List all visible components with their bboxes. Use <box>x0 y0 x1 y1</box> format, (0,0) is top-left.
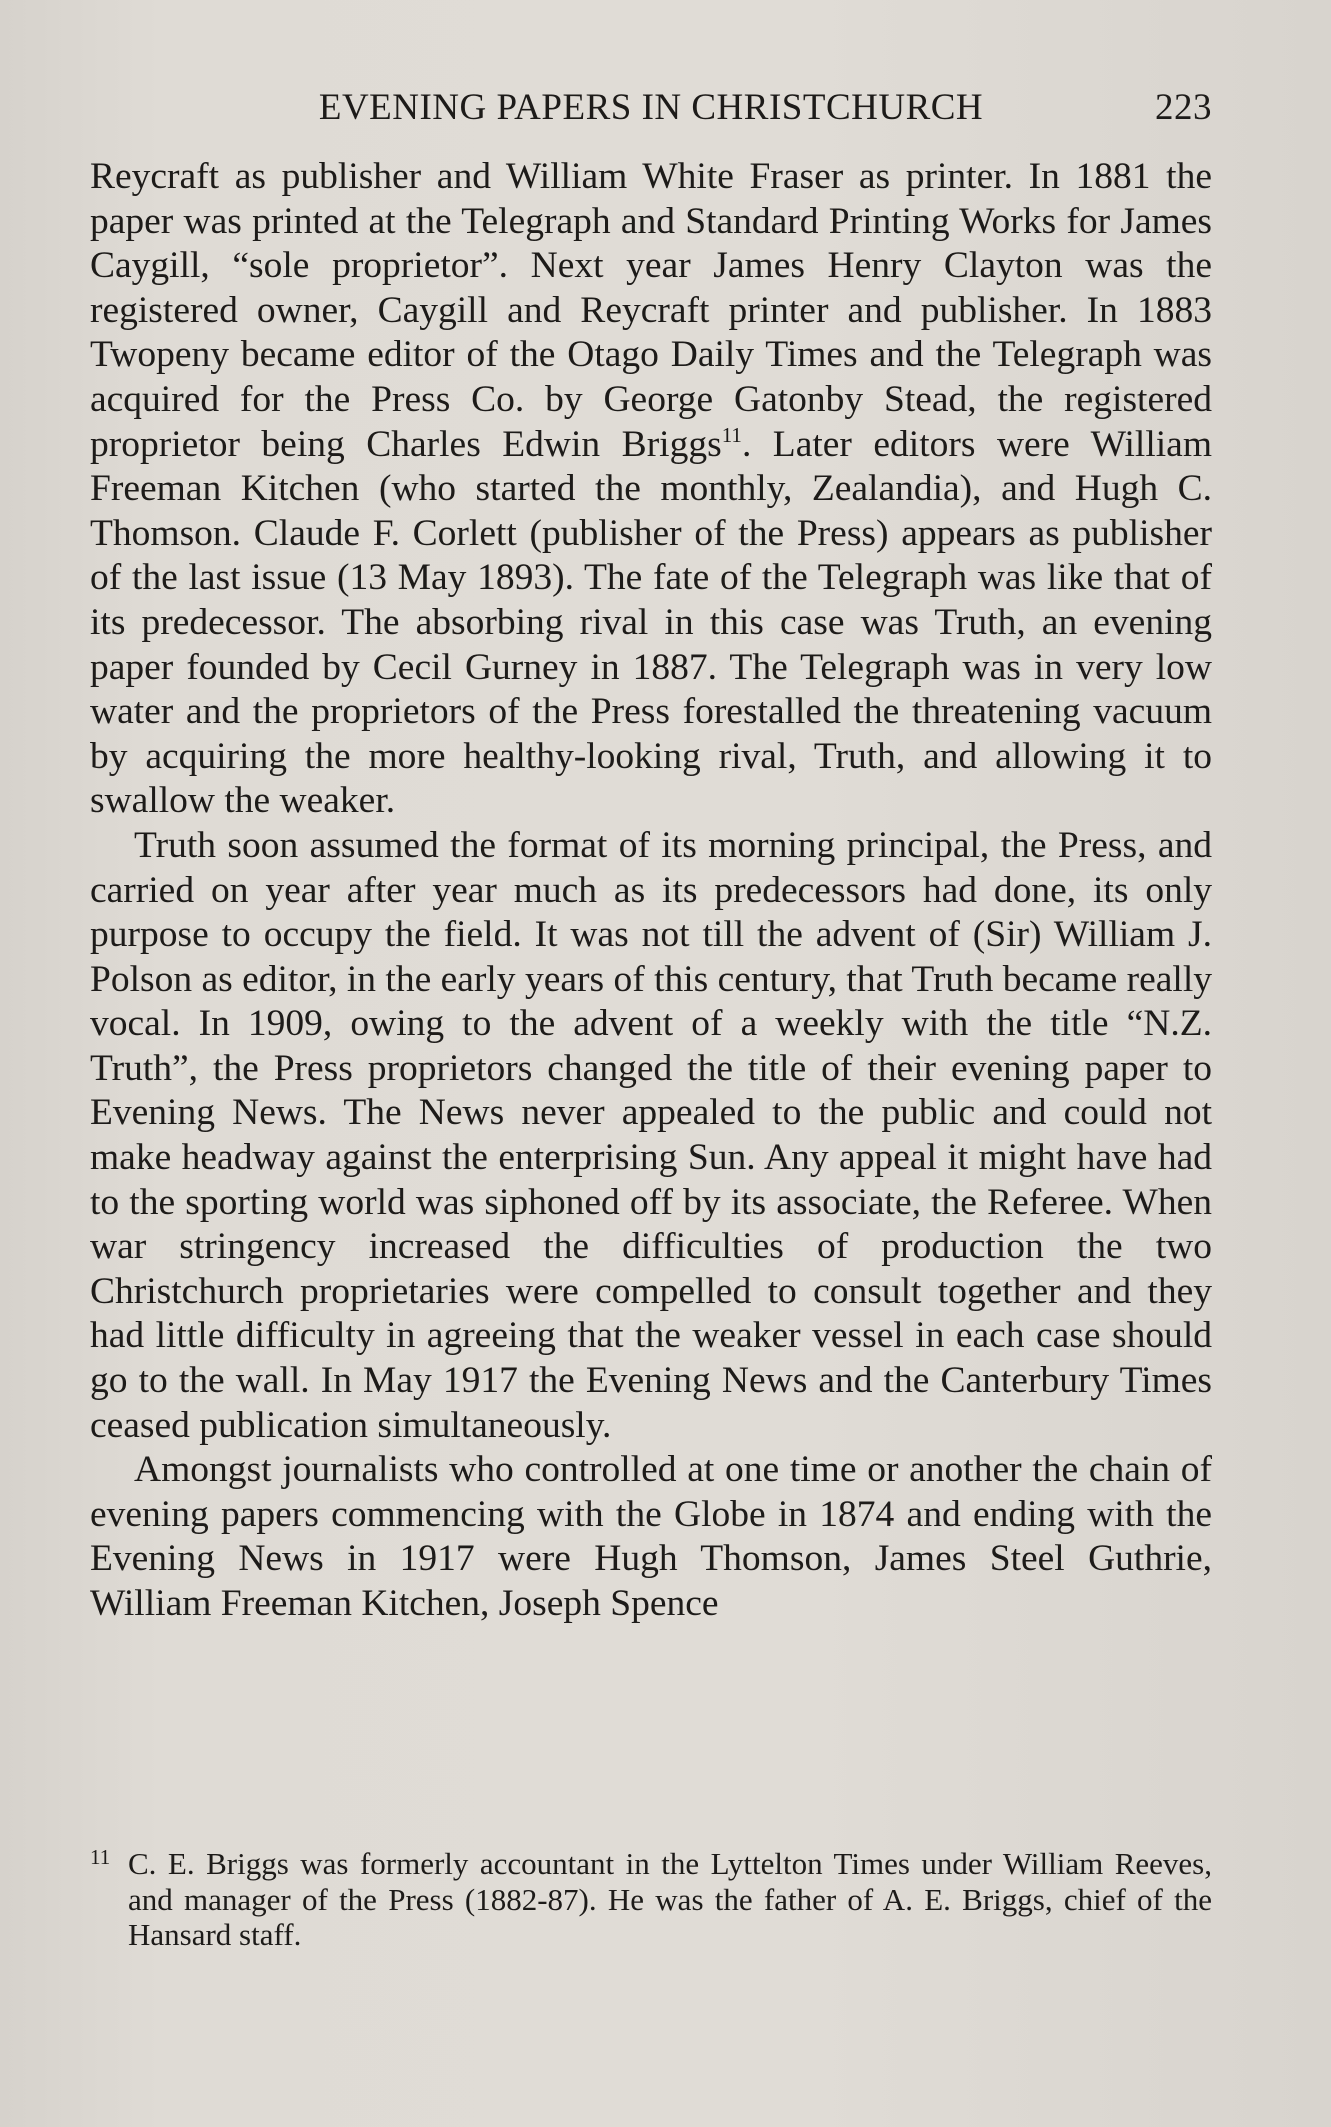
paragraph-1-text-b: . Later editors were William Freeman Kitchen (who started the monthly, Zealandia), and Hugh C. Thomson. Claude F. Corlett (publisher of the Press) appears as publisher of the last issue (13 May 1893). The fate of the Telegraph was like that of its predecessor. The absorbing rival in this case was Truth, an evening paper founded by Cecil Gurney in 1887. The Telegraph was in very low water and the proprietors of the Press forestalled the threatening vacuum by acquiring the more healthy-looking rival, Truth, and allowing it to swallow the weaker. <box>90 423 1212 822</box>
footnote-mark: 11 <box>90 1845 111 1869</box>
paragraph-2: Truth soon assumed the format of its morning principal, the Press, and carried on year after year much as its predecessors had done, its only purpose to occupy the field. It was not till the advent of (Sir) William J. Polson as editor, in the early years of this century, that Truth became really vocal. In 1909, owing to the advent of a weekly with the title “N.Z. Truth”, the Press proprietors changed the title of their evening paper to Evening News. The News never appealed to the public and could not make headway against the enterprising Sun. Any appeal it might have had to the sporting world was siphoned off by its associate, the Referee. When war stringency increased the difficulties of production the two Christchurch proprietaries were compelled to consult together and they had little difficulty in agreeing that the weaker vessel in each case should go to the wall. In May 1917 the Evening News and the Canterbury Times ceased publication simultaneously. <box>90 824 1212 1446</box>
paragraph-1 <box>90 155 1212 824</box>
footnotes <box>90 1840 1212 1953</box>
footnote-text: C. E. Briggs was formerly accountant in the Lyttelton Times under William Reeves, and manager of the Press (1882-87). He was the father of A. E. Briggs, chief of the Hansard staff. <box>128 1846 1212 1952</box>
paragraph-1-text-a: Reycraft as publisher and William White Fraser as printer. In 1881 the paper was printed at the Telegraph and Standard Printing Works for James Caygill, “sole proprietor”. Next year James Henry Clayton was the registered owner, Caygill and Reycraft printer and publisher. In 1883 Twopeny became editor of the Otago Daily Times and the Telegraph was acquired for the Press Co. by George Gatonby Stead, the registered proprietor being Charles Edwin Briggs <box>90 156 1212 465</box>
running-header <box>90 86 1212 136</box>
running-title: EVENING PAPERS IN CHRISTCHURCH <box>318 87 984 128</box>
paragraph-3: Amongst journalists who controlled at one time or another the chain of evening papers commencing with the Globe in 1874 and ending with the Evening News in 1917 were Hugh Thomson, James Steel Guthrie, William Freeman Kitchen, Joseph Spence <box>90 1449 1212 1624</box>
footnote-11 <box>90 1840 1212 1953</box>
footnote-reference-11: 11 <box>721 422 742 447</box>
body-text <box>90 155 1212 1627</box>
page-number: 223 <box>1155 87 1212 128</box>
